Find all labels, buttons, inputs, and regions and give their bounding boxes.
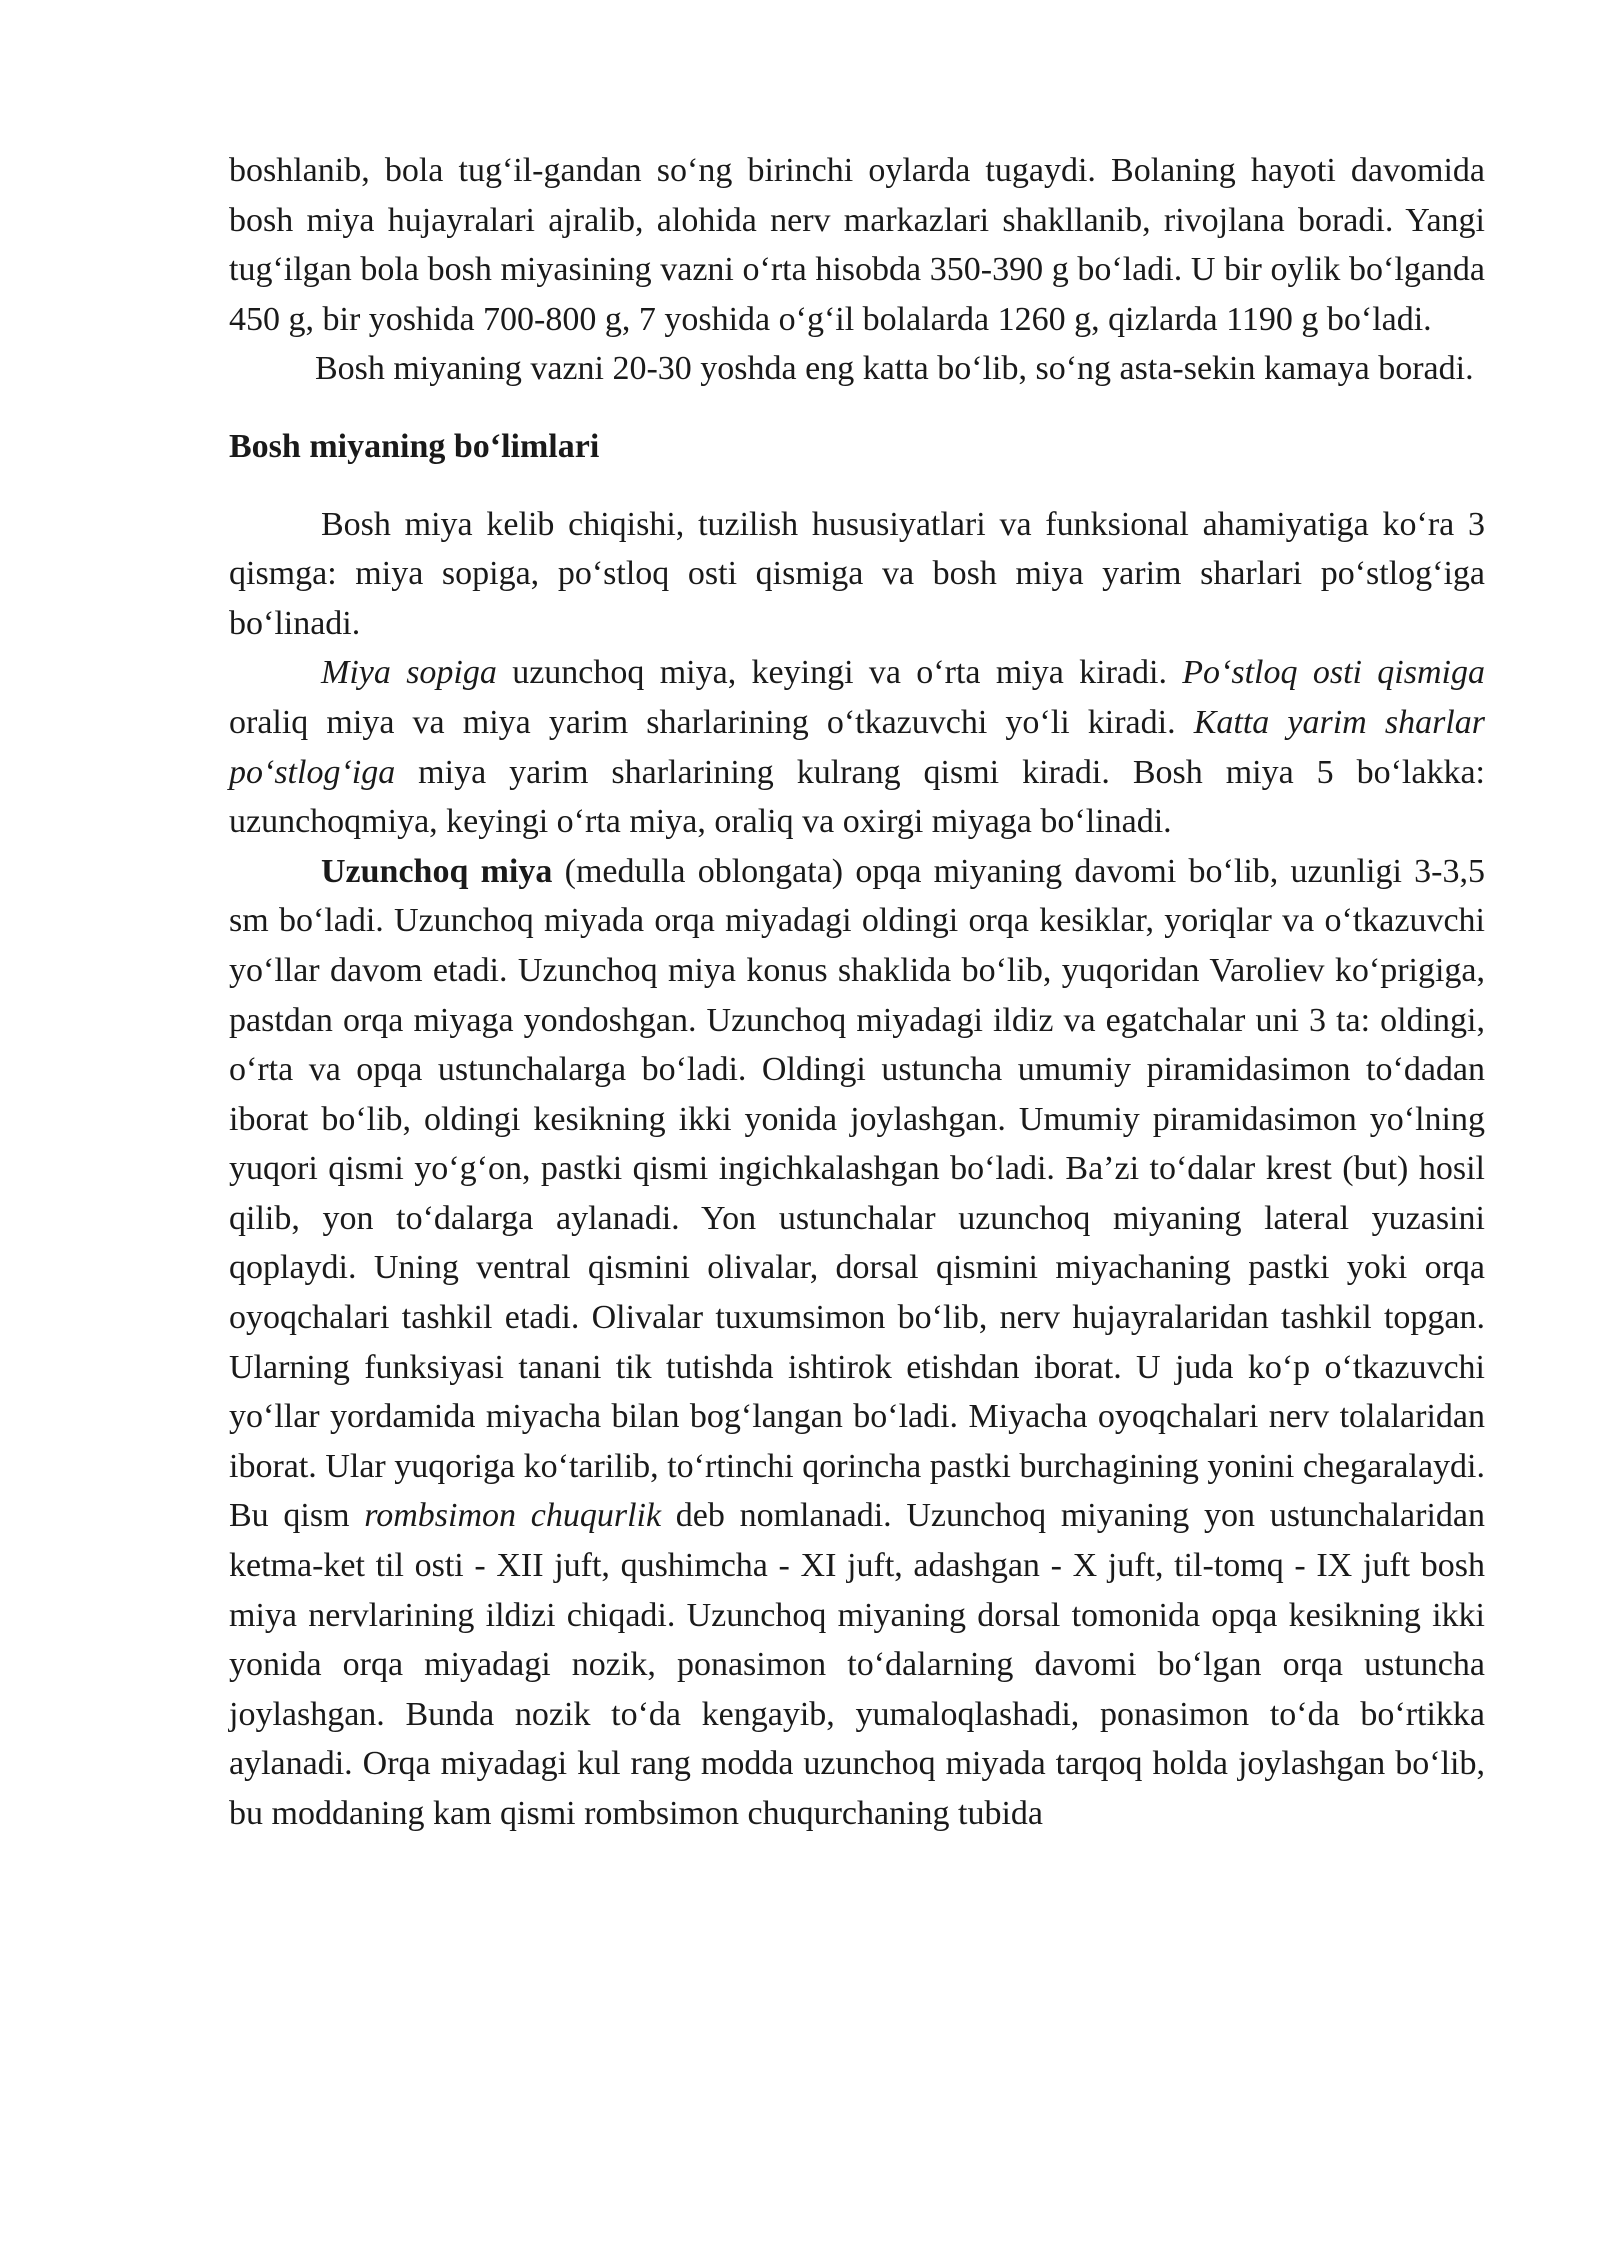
paragraph-brain-development: boshlanib, bola tug‘il-gandan so‘ng birinchi oylarda tugaydi. Bolaning hayoti davomida bosh miya hujayralari ajralib, alohida nerv markazlari shakllanib, rivojlana boradi. Yangi tug‘ilgan bola bosh miyasining vazni o‘rta hisobda 350-390 g bo‘ladi. U bir oylik bo‘lganda 450 g, bir yoshida 700-800 g, 7 yoshida o‘g‘il bolalarda 1260 g, qizlarda 1190 g bo‘ladi. <box>229 152 1485 338</box>
bold-term-medulla: Uzunchoq miya <box>321 852 553 890</box>
text-run: oraliq miya va miya yarim sharlarining o‘tkazuvchi yo‘li kiradi. <box>229 703 1194 741</box>
section-heading: Bosh miyaning bo‘limlari <box>229 427 600 465</box>
document-page <box>229 146 1485 1839</box>
paragraph-brain-parts: Bosh miya kelib chiqishi, tuzilish hususiyatlari va funksional ahamiyatiga ko‘ra 3 qismga: miya sopiga, po‘stloq osti qismiga va bosh miya yarim sharlari po‘stlog‘iga bo‘linadi. <box>229 505 1485 642</box>
italic-term-rhomboid-fossa: rombsimon chuqurlik <box>364 1497 662 1535</box>
italic-term-cortex: Katta yarim sharlar po‘stlog‘iga <box>229 703 1485 791</box>
paragraph-brain-weight: Bosh miyaning vazni 20-30 yoshda eng katta bo‘lib, so‘ng asta-sekin kamaya boradi. <box>315 350 1474 388</box>
italic-term-subcortical: Po‘stloq osti qismiga <box>1182 654 1485 692</box>
text-run: uzunchoq miya, keyingi va o‘rta miya kiradi. <box>496 654 1183 692</box>
text-run: (medulla oblongata) opqa miyaning davomi bo‘lib, uzunligi 3-3,5 sm bo‘ladi. Uzunchoq miyada orqa miyadagi oldingi orqa kesiklar, yoriqlar va o‘tkazuvchi yo‘llar davom etadi. Uzunchoq miya konus shaklida bo‘lib, yuqoridan Varoliev ko‘prigiga, pastdan orqa miyaga yondoshgan. Uzunchoq miyadagi ildiz va egatchalar uni 3 ta: oldingi, o‘rta va opqa ustunchalarga bo‘ladi. Oldingi ustuncha umumiy piramidasimon to‘dadan iborat bo‘lib, oldingi kesikning ikki yonida joylashgan. Umumiy piramidasimon yo‘lning yuqori qismi yo‘g‘on, pastki qismi ingichkalashgan bo‘ladi. Ba’zi to‘dalar krest (but) hosil qilib, yon to‘dalarga aylanadi. Yon ustunchalar uzunchoq miyaning lateral yuzasini qoplaydi. Uning ventral qismini olivalar, dorsal qismini miyachaning pastki yoki orqa oyoqchalari tashkil etadi. Olivalar tuxumsimon bo‘lib, nerv hujayralaridan tashkil topgan. Ularning funksiyasi tanani tik tutishda ishtirok etishdan iborat. U juda ko‘p o‘tkazuvchi yo‘llar yordamida miyacha bilan bog‘langan bo‘ladi. Miyacha oyoqchalari nerv tolalaridan iborat. Ular yuqoriga ko‘tarilib, to‘rtinchi qorincha pastki burchagining yonini chegaralaydi. Bu qism <box>229 852 1486 1535</box>
paragraph-medulla-oblongata <box>229 847 1485 1839</box>
italic-term-brainstem: Miya sopiga <box>321 654 497 692</box>
paragraph-brain-divisions <box>229 648 1485 846</box>
text-run: miya yarim sharlarining kulrang qismi kiradi. Bosh miya 5 bo‘lakka: uzunchoqmiya, keyingi o‘rta miya, oraliq va oxirgi miyaga bo‘linadi. <box>229 753 1485 841</box>
text-run: deb nomlanadi. Uzunchoq miyaning yon ustunchalaridan ketma-ket til osti - XII juft, qushimcha - XI juft, adashgan - X juft, til-tomq - IX juft bosh miya nervlarining ildizi chiqadi. Uzunchoq miyaning dorsal tomonida opqa kesikning ikki yonida orqa miyadagi nozik, ponasimon to‘dalarning davomi bo‘lgan orqa ustuncha joylashgan. Bunda nozik to‘da kengayib, yumaloqlashadi, ponasimon to‘da bo‘rtikka aylanadi. Orqa miyadagi kul rang modda uzunchoq miyada tarqoq holda joylashgan bo‘lib, bu moddaning kam qismi rombsimon chuqurchaning tubida <box>229 1497 1485 1832</box>
